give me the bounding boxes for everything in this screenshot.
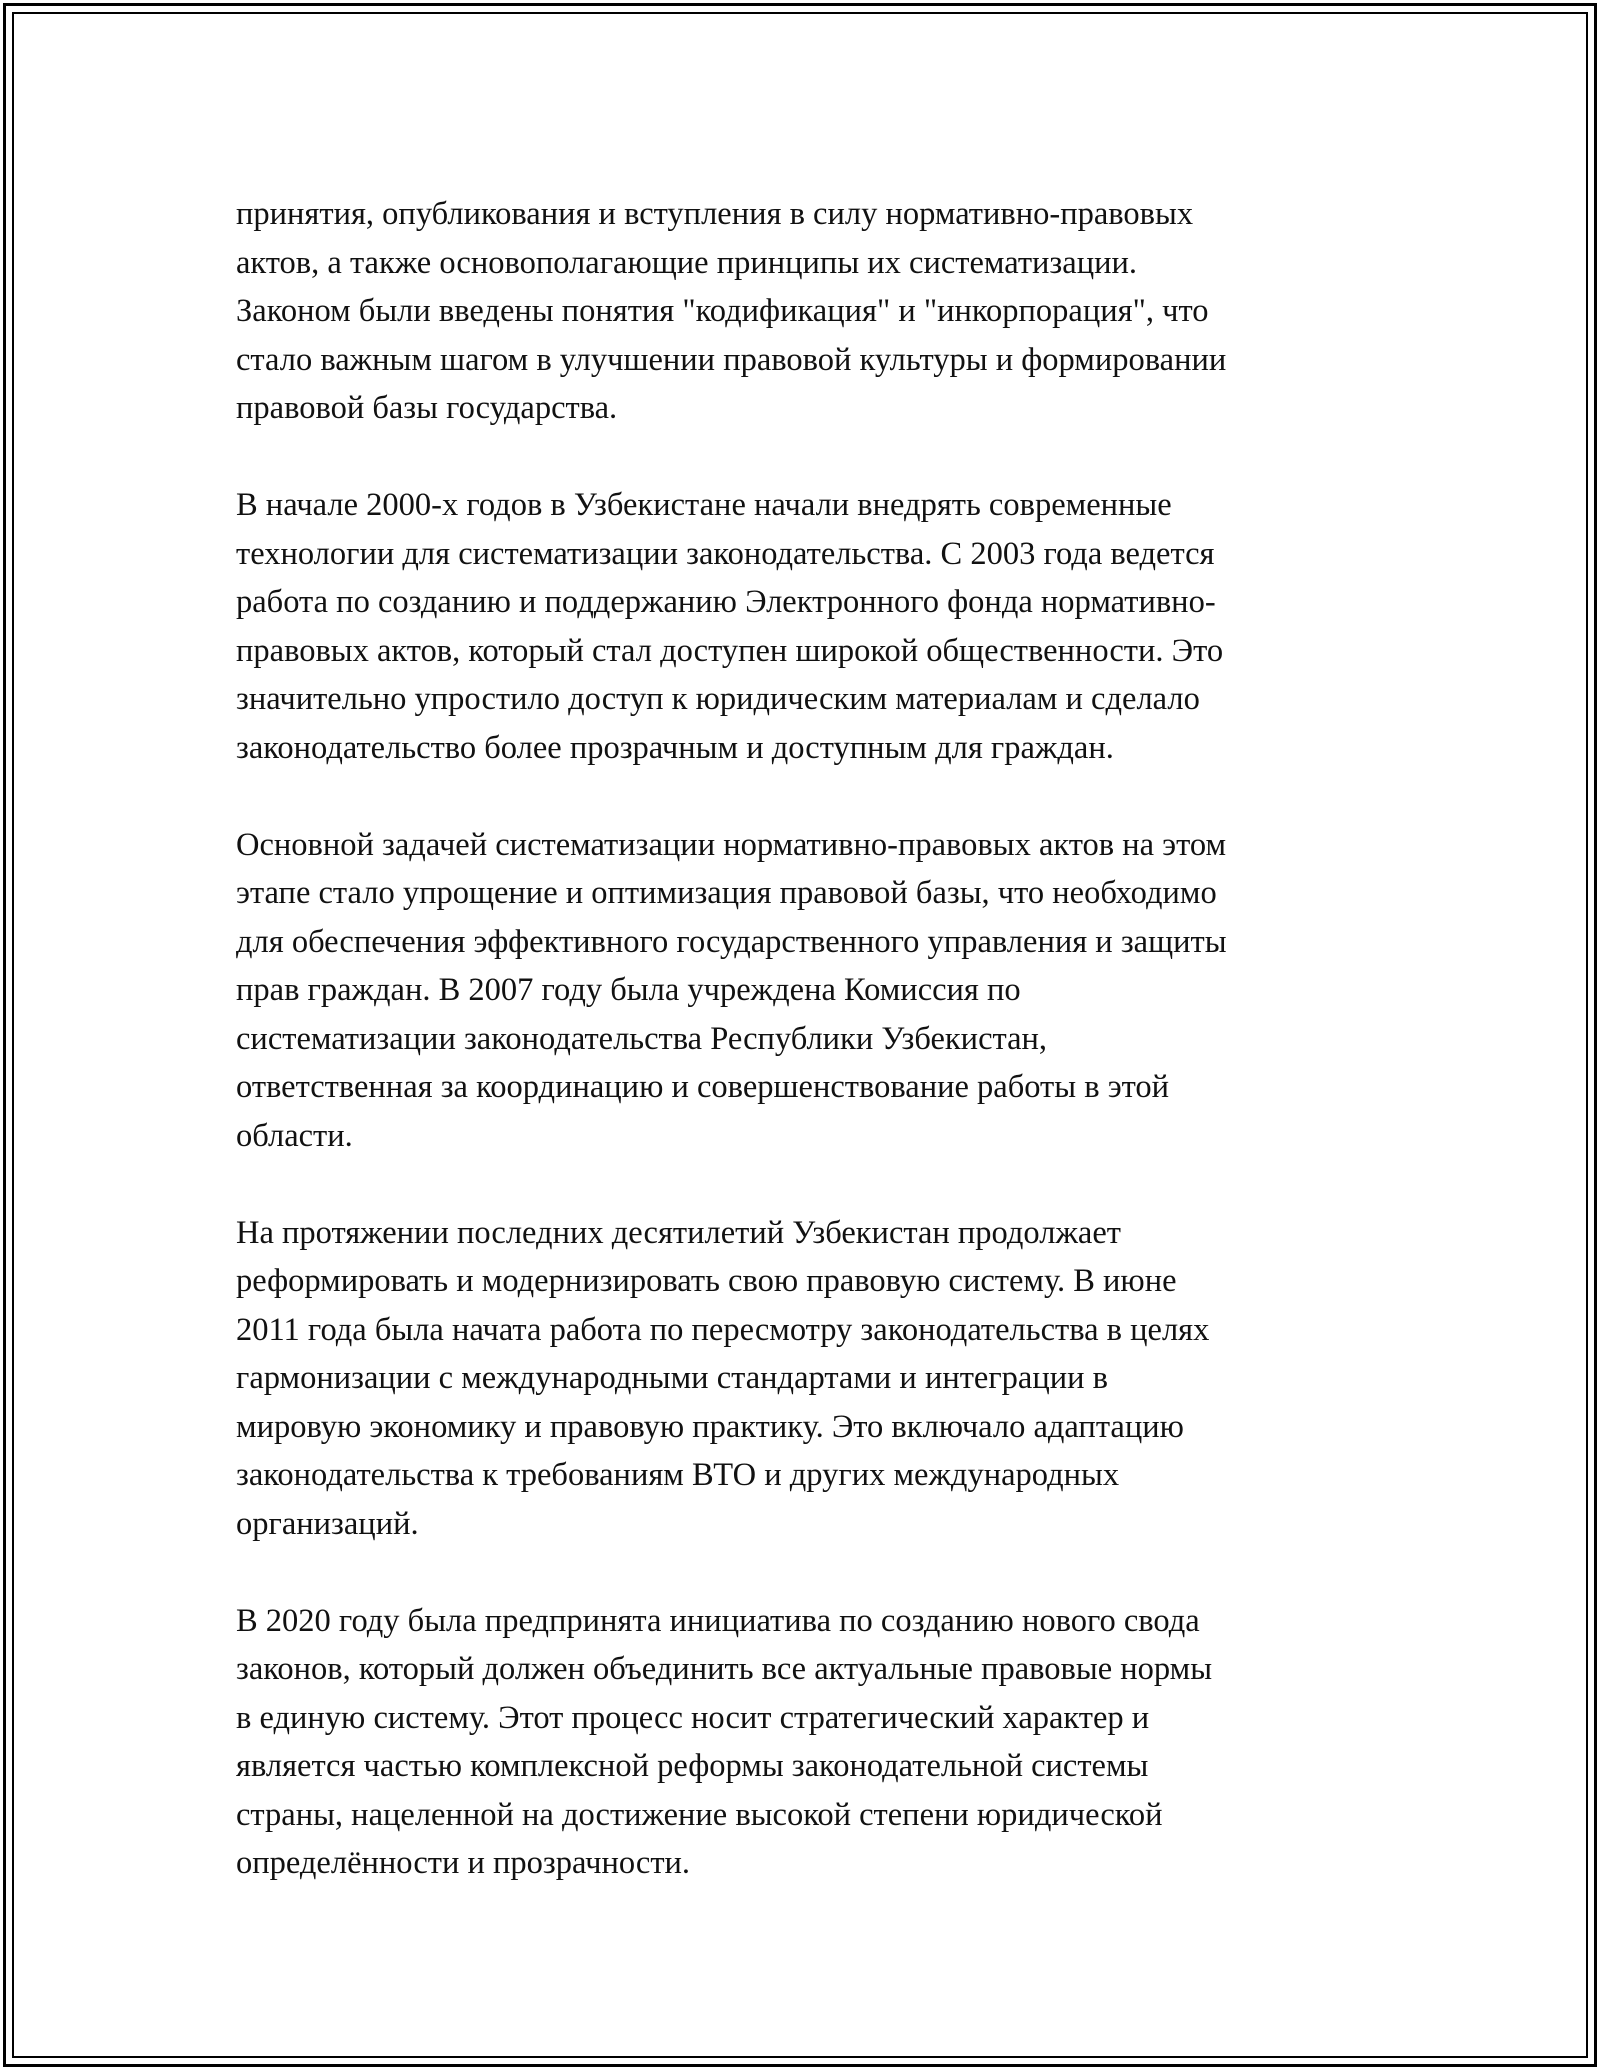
text-line: принятия, опубликования и вступления в силу нормативно-правовых [236,196,1194,232]
text-line: правовой базы государства. [236,390,618,426]
text-line: 2011 года была начата работа по пересмотру законодательства в целях [236,1311,1210,1348]
text-line: законодательства к требованиям ВТО и других международных [236,1457,1120,1493]
text-line: прав граждан. В 2007 году была учреждена Комиссия по [236,972,1021,1008]
text-line: правовых актов, который стал доступен широкой общественности. Это [236,632,1224,669]
paragraph-2 [236,481,1386,772]
text-line: ответственная за координацию и совершенствование работы в этой [236,1069,1170,1105]
text-line: технологии для систематизации законодательства. С 2003 года ведется [236,535,1215,572]
paragraph-3 [236,821,1386,1161]
text-line: является частью комплексной реформы законодательной системы [236,1748,1149,1784]
text-line: страны, нацеленной на достижение высокой степени юридической [236,1796,1163,1833]
text-line: Законом были введены понятия "кодификация" и "инкорпорация", что [236,293,1209,329]
text-line: Основной задачей систематизации нормативно-правовых актов на этом [236,826,1227,863]
text-line: стало важным шагом в улучшении правовой культуры и формировании [236,341,1227,378]
text-line: организаций. [236,1505,419,1542]
text-line: законов, который должен объединить все актуальные правовые нормы [236,1651,1213,1687]
text-line: значительно упростило доступ к юридическим материалам и сделало [236,681,1200,717]
text-line: В начале 2000-х годов в Узбекистане начали внедрять современные [236,487,1172,523]
text-line: этапе стало упрощение и оптимизация правовой базы, что необходимо [236,875,1217,911]
text-line: мировую экономику и правовую практику. Это включало адаптацию [236,1408,1184,1445]
text-line: актов, а также основополагающие принципы их систематизации. [236,244,1138,281]
text-line: гармонизации с международными стандартами и интеграции в [236,1360,1109,1396]
text-line: законодательство более прозрачным и доступным для граждан. [236,729,1114,766]
text-line: реформировать и модернизировать свою правовую систему. В июне [236,1263,1177,1299]
document-body [236,190,1386,1936]
paragraph-4 [236,1209,1386,1549]
text-line: определённости и прозрачности. [236,1845,691,1881]
text-line: работа по созданию и поддержанию Электронного фонда нормативно- [236,584,1216,620]
text-line: для обеспечения эффективного государственного управления и защиты [236,923,1227,960]
text-line: На протяжении последних десятилетий Узбекистан продолжает [236,1214,1121,1251]
paragraph-1 [236,190,1386,433]
paragraph-5 [236,1597,1386,1888]
text-line: области. [236,1117,353,1154]
text-line: В 2020 году была предпринята инициатива по созданию нового свода [236,1602,1200,1639]
text-line: систематизации законодательства Республики Узбекистан, [236,1020,1048,1057]
text-line: в единую систему. Этот процесс носит стратегический характер и [236,1699,1150,1736]
